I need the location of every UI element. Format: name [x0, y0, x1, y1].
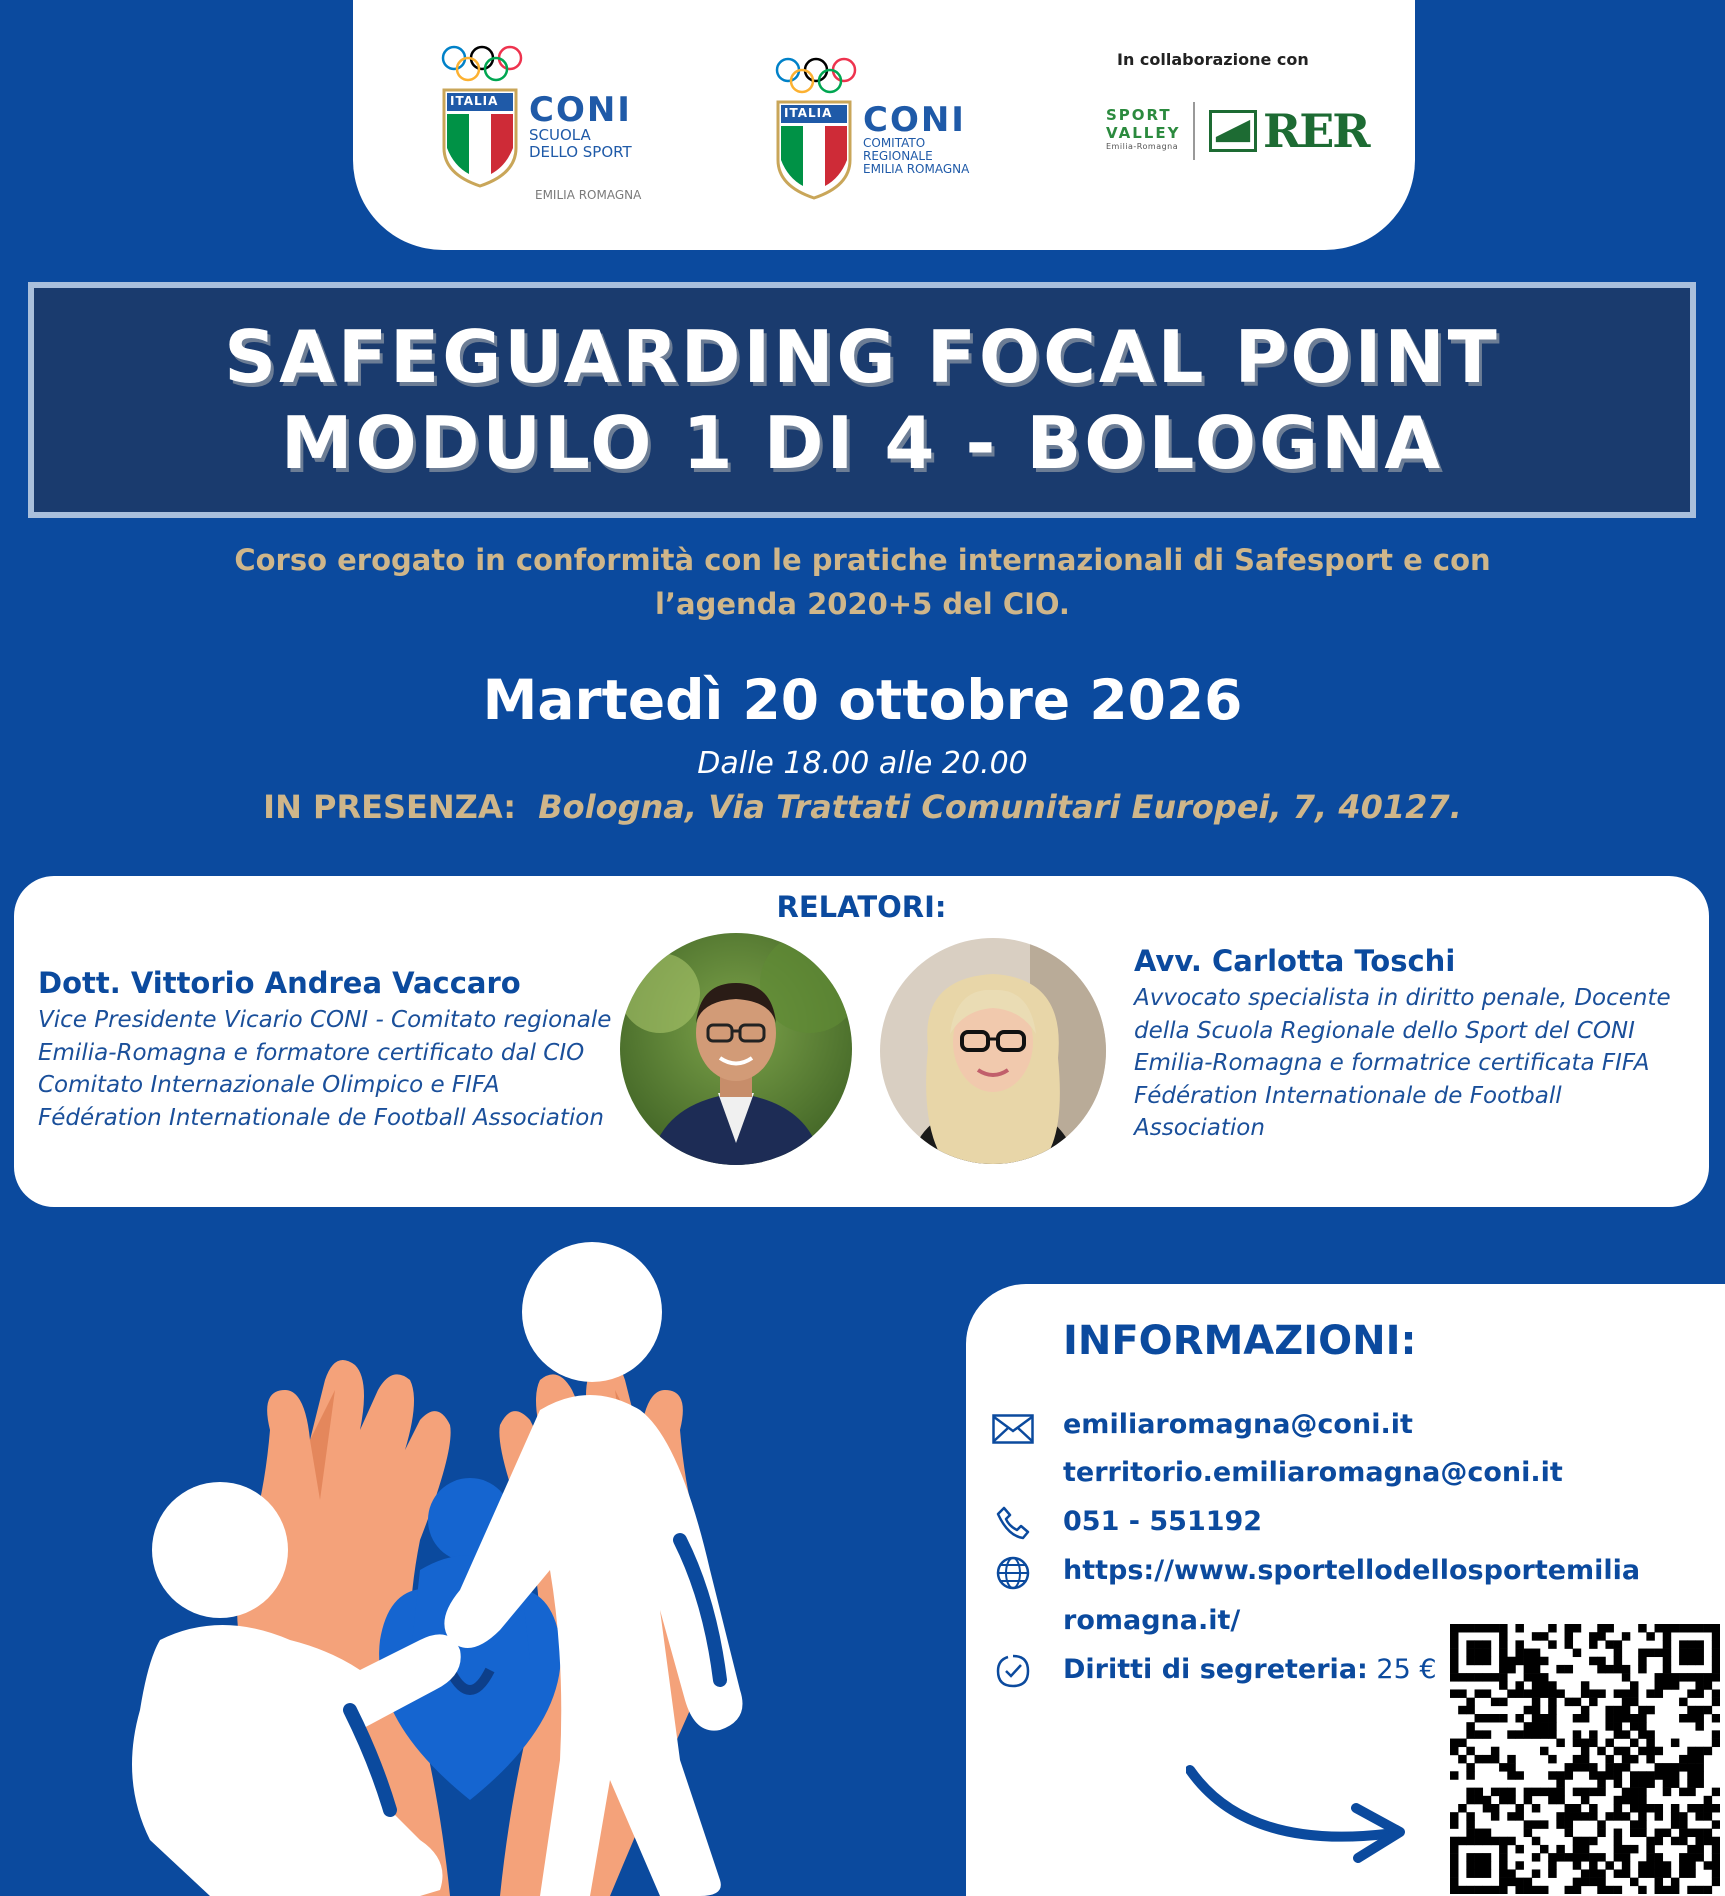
desc-line: Vice Presidente Vicario CONI - Comitato regionale	[38, 1007, 612, 1033]
rer-flag-icon	[1209, 110, 1257, 152]
desc-line: Fédération Internationale de Football	[1134, 1082, 1562, 1109]
speaker-left-avatar	[620, 933, 852, 1165]
olympic-rings-icon	[774, 56, 858, 96]
phone-icon	[996, 1506, 1030, 1540]
sportvalley-line2: VALLEY	[1106, 124, 1181, 142]
shield-badge-text: ITALIA	[784, 106, 833, 120]
desc-line: Avvocato specialista in diritto penale, Docente	[1134, 985, 1671, 1011]
coni-title: CONI	[529, 90, 632, 130]
check-badge-icon	[996, 1654, 1030, 1688]
fee-amount: 25 €	[1367, 1654, 1437, 1685]
olympic-rings-icon	[440, 44, 524, 84]
sportvalley-sub: Emilia-Romagna	[1106, 142, 1179, 151]
website-link-2[interactable]: romagna.it/	[1063, 1605, 1241, 1636]
speakers-title: RELATORI:	[776, 890, 947, 924]
speaker-right-avatar	[880, 938, 1106, 1164]
website-link-1[interactable]: https://www.sportellodellosportemilia	[1063, 1555, 1641, 1586]
sportvalley-line1: SPORT	[1106, 106, 1172, 124]
fee-row	[1063, 1654, 1437, 1685]
event-date: Martedì 20 ottobre 2026	[482, 668, 1243, 732]
globe-icon	[996, 1556, 1030, 1590]
desc-line: della Scuola Regionale dello Sport del CONI	[1134, 1017, 1635, 1044]
email-link-2[interactable]: territorio.emiliaromagna@coni.it	[1063, 1457, 1563, 1488]
fee-label: Diritti di segreteria:	[1063, 1654, 1368, 1685]
venue-address: Bologna, Via Trattati Comunitari Europei, 7, 40127.	[538, 788, 1462, 826]
desc-line: Emilia-Romagna e formatore certificato dal CIO	[38, 1039, 585, 1066]
speakers-panel	[14, 876, 1709, 1207]
subtitle-line-2: l’agenda 2020+5 del CIO.	[655, 587, 1070, 621]
rer-text: RER	[1263, 104, 1369, 158]
speaker-right-desc	[1134, 982, 1694, 1145]
envelope-icon	[992, 1414, 1034, 1444]
speaker-left-name: Dott. Vittorio Andrea Vaccaro	[38, 966, 521, 1000]
course-subtitle	[150, 538, 1575, 626]
coni-subtitle-2: DELLO SPORT	[529, 143, 632, 161]
subtitle-line-1: Corso erogato in conformità con le pratiche internazionali di Safesport e con	[234, 543, 1491, 577]
speaker-left-desc	[38, 1004, 628, 1134]
collab-label: In collaborazione con	[1117, 50, 1309, 69]
qr-code[interactable]	[1450, 1624, 1720, 1894]
sportvalley-logo	[1106, 106, 1180, 152]
arrow-icon	[1186, 1760, 1416, 1870]
rer-logo	[1209, 104, 1369, 158]
logo-divider	[1193, 102, 1195, 160]
coni-title: CONI	[863, 100, 966, 140]
coni-subtitle-3: EMILIA ROMAGNA	[863, 162, 970, 176]
phone-number[interactable]: 051 - 551192	[1063, 1506, 1263, 1537]
info-title: INFORMAZIONI:	[1063, 1318, 1417, 1364]
email-link-1[interactable]: emiliaromagna@coni.it	[1063, 1409, 1413, 1440]
title-line-2: MODULO 1 DI 4 - BOLOGNA	[280, 401, 1444, 485]
desc-line: Emilia-Romagna e formatrice certificata FIFA	[1134, 1050, 1650, 1076]
coni-subtitle-1: SCUOLA	[529, 126, 591, 144]
title-box	[28, 282, 1696, 518]
event-time: Dalle 18.00 alle 20.00	[697, 746, 1028, 781]
speaker-right-name: Avv. Carlotta Toschi	[1134, 944, 1456, 978]
event-venue	[0, 788, 1725, 826]
desc-line: Fédération Internationale de Football Association	[38, 1104, 604, 1131]
coni-scuola-logo	[440, 44, 680, 204]
desc-line: Association	[1134, 1115, 1265, 1141]
coni-subtitle-1: COMITATO	[863, 136, 926, 150]
venue-label: IN PRESENZA:	[263, 788, 516, 826]
title-line-1: SAFEGUARDING FOCAL POINT	[224, 314, 1500, 399]
coni-comitato-logo	[774, 56, 1004, 206]
coni-subtitle-2: REGIONALE	[863, 149, 933, 163]
coni-footer: EMILIA ROMAGNA	[535, 188, 642, 202]
helping-hands-illustration	[120, 1240, 820, 1896]
shield-badge-text: ITALIA	[450, 94, 499, 108]
desc-line: Comitato Internazionale Olimpico e FIFA	[38, 1072, 500, 1098]
